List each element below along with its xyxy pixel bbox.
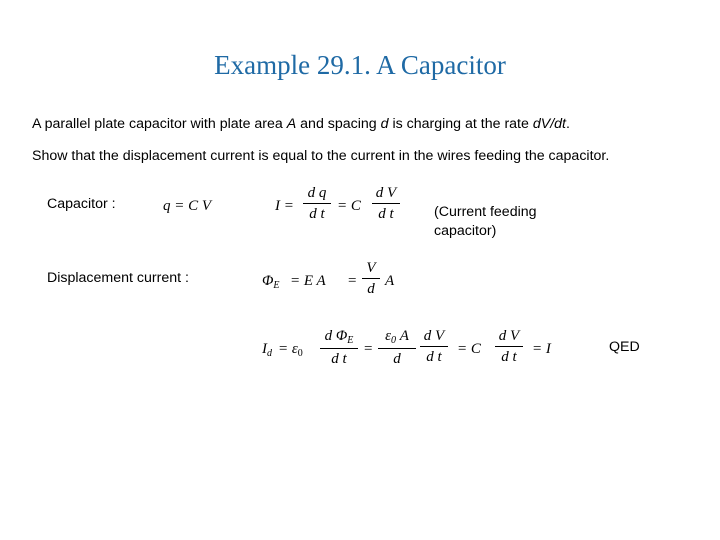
eq-q-cv: q = C V [163, 198, 212, 214]
slide-title: Example 29.1. A Capacitor [214, 50, 506, 80]
fraction-dv-dt-3: d V d t [495, 329, 523, 365]
eq-current-definition: I = d q d t = C d V d t [275, 183, 415, 233]
capacitor-label: Capacitor : [47, 196, 116, 212]
fraction-eps0A-d: $\varepsilon_0$ A d [378, 329, 416, 367]
problem-line-2: Show that the displacement current is equal to the current in the wires feeding the capacitor. [32, 148, 610, 164]
current-feeding-note: (Current feeding capacitor) [434, 204, 537, 239]
fraction-v-d: V d [362, 261, 380, 297]
fraction-dphi-dt: d $\Phi_E$ d t [320, 329, 358, 367]
eq-flux: $\Phi_E$ = E A = V d A [262, 260, 395, 297]
problem-line-1: A parallel plate capacitor with plate area A and spacing d is charging at the rate dV/dt. [32, 116, 570, 132]
fraction-dq-dt: d q d t [303, 186, 331, 222]
fraction-dv-dt-2: d V d t [420, 329, 448, 365]
qed-label: QED [609, 339, 640, 355]
eq-displacement-current: $I_d$ = $\varepsilon_0$ d $\Phi_E$ d t = $\varepsilon_0$ A d d V d t = C d V d t = I [262, 328, 551, 367]
fraction-dv-dt: d V d t [372, 186, 400, 222]
displacement-label: Displacement current : [47, 270, 189, 286]
